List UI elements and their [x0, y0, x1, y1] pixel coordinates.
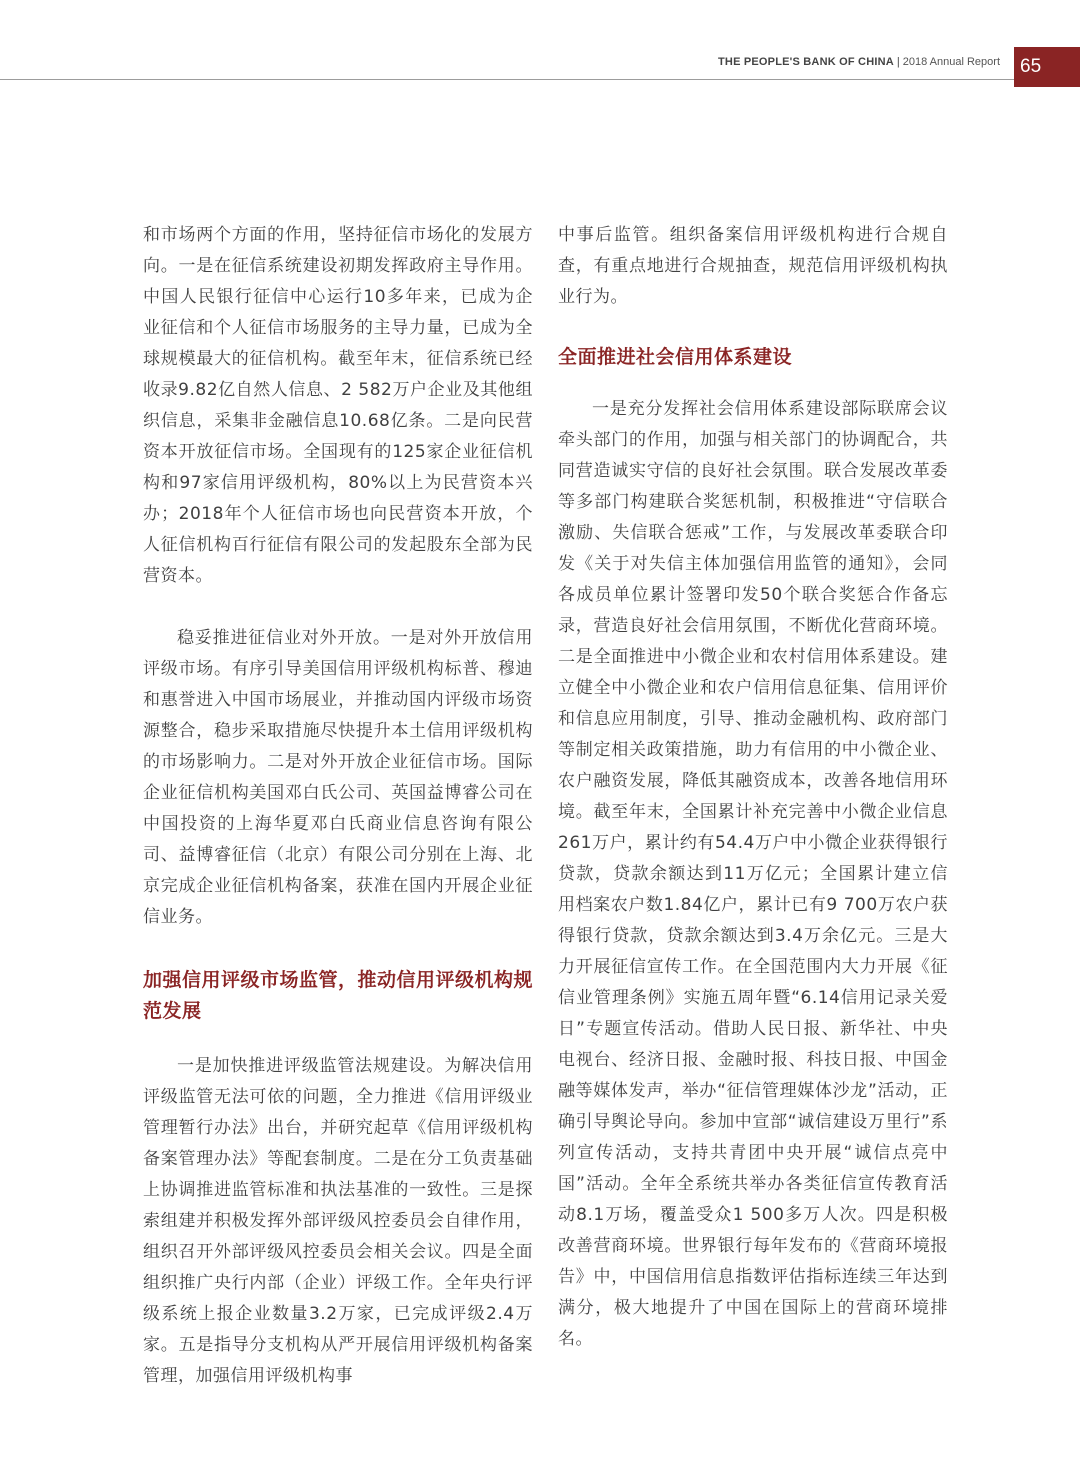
- right-paragraph-1: 中事后监管。组织备案信用评级机构进行合规自查，有重点地进行合规抽查，规范信用评级机构执业行为。: [558, 225, 948, 307]
- header-rule: [0, 79, 1014, 80]
- section-heading-rating: 加强信用评级市场监管，推动信用评级机构规范发展: [143, 969, 534, 1022]
- left-column: [143, 220, 533, 1392]
- right-column: [558, 220, 948, 1355]
- header-separator: |: [896, 56, 900, 68]
- section-heading-credit-system: 全面推进社会信用体系建设: [558, 346, 793, 368]
- header-org: THE PEOPLE'S BANK OF CHINA: [718, 56, 894, 68]
- page-number-label: 65: [1020, 56, 1042, 77]
- header-report: 2018 Annual Report: [902, 56, 1000, 68]
- left-paragraph-3: 一是加快推进评级监管法规建设。为解决信用评级监管无法可依的问题，全力推进《信用评级业管理暂行办法》出台，并研究起草《信用评级机构备案管理办法》等配套制度。二是在分工负责基础上协调推进监管标准和执法基准的一致性。三是探索组建并积极发挥外部评级风控委员会自律作用，组织召开外部评级风控委员会相关会议。四是全面组织推广央行内部（企业）评级工作。全年央行评级系统上报企业数量3.2万家，已完成评级2.4万家。五是指导分支机构从严开展信用评级机构备案管理，加强信用评级机构事: [143, 1056, 533, 1386]
- right-paragraph-2: 一是充分发挥社会信用体系建设部际联席会议牵头部门的作用，加强与相关部门的协调配合，共同营造诚实守信的良好社会氛围。联合发展改革委等多部门构建联合奖惩机制，积极推进“守信联合激励、失信联合惩戒”工作，与发展改革委联合印发《关于对失信主体加强信用监管的通知》，会同各成员单位累计签署印发50个联合奖惩合作备忘录，营造良好社会信用氛围，不断优化营商环境。二是全面推进中小微企业和农村信用体系建设。建立健全中小微企业和农户信用信息征集、信用评价和信息应用制度，引导、推动金融机构、政府部门等制定相关政策措施，助力有信用的中小微企业、农户融资发展，降低其融资成本，改善各地信用环境。截至年末，全国累计补充完善中小微企业信息261万户，累计约有54.4万户中小微企业获得银行贷款，贷款余额达到11万亿元；全国累计建立信用档案农户数1.84亿户，累计已有9 700万农户获得银行贷款，贷款余额达到3.4万余亿元。三是大力开展征信宣传工作。在全国范围内大力开展《征信业管理条例》实施五周年暨“6.14信用记录关爱日”专题宣传活动。借助人民日报、新华社、中央电视台、经济日报、金融时报、科技日报、中国金融等媒体发声，举办“征信管理媒体沙龙”活动，正确引导舆论导向。参加中宣部“诚信建设万里行”系列宣传活动，支持共青团中央开展“诚信点亮中国”活动。全年全系统共举办各类征信宣传教育活动8.1万场，覆盖受众1 500多万人次。四是积极改善营商环境。世界银行每年发布的《营商环境报告》中，中国信用信息指数评估指标连续三年达到满分，极大地提升了中国在国际上的营商环境排名。: [558, 399, 948, 1349]
- page-number: [1014, 47, 1080, 87]
- left-paragraph-2: 稳妥推进征信业对外开放。一是对外开放信用评级市场。有序引导美国信用评级机构标普、穆迪和惠誉进入中国市场展业，并推动国内评级市场资源整合，稳步采取措施尽快提升本土信用评级机构的市场影响力。二是对外开放企业征信市场。国际企业征信机构美国邓白氏公司、英国益博睿公司在中国投资的上海华夏邓白氏商业信息咨询有限公司、益博睿征信（北京）有限公司分别在上海、北京完成企业征信机构备案，获准在国内开展企业征信业务。: [143, 628, 533, 927]
- left-paragraph-1: 和市场两个方面的作用，坚持征信市场化的发展方向。一是在征信系统建设初期发挥政府主导作用。中国人民银行征信中心运行10多年来，已成为企业征信和个人征信市场服务的主导力量，已成为全球规模最大的征信机构。截至年末，征信系统已经收录9.82亿自然人信息、2 582万户企业及其他组织信息，采集非金融信息10.68亿条。二是向民营资本开放征信市场。全国现有的125家企业征信机构和97家信用评级机构，80%以上为民营资本兴办；2018年个人征信市场也向民营资本开放，个人征信机构百行征信有限公司的发起股东全部为民营资本。: [143, 225, 533, 586]
- running-header: [718, 56, 1000, 68]
